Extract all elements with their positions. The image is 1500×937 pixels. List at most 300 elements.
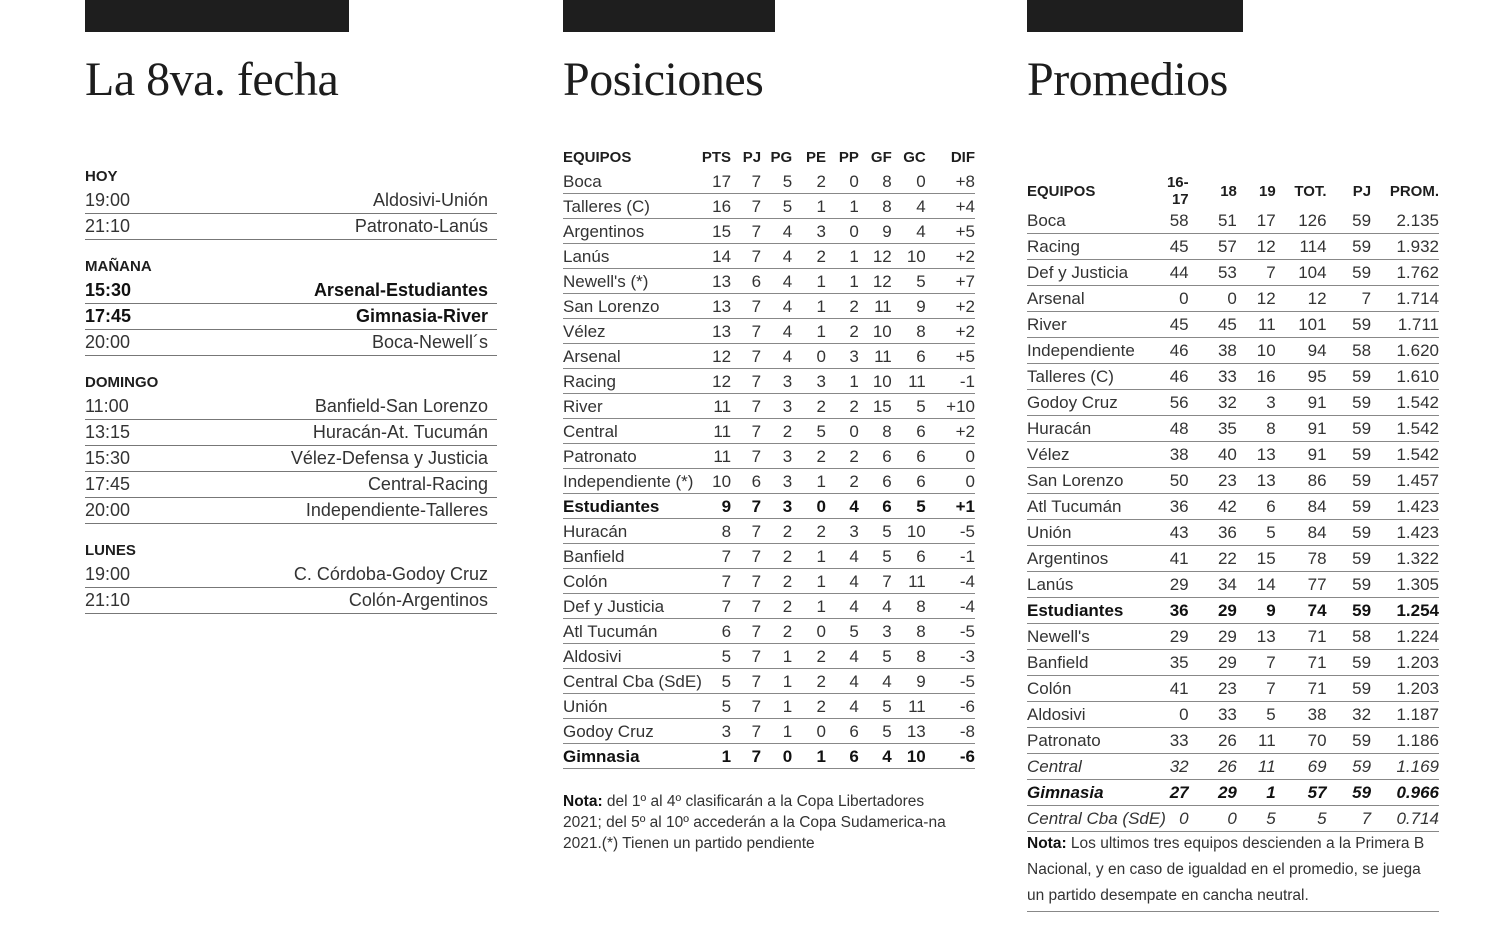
stat-cell: 6 bbox=[826, 744, 859, 769]
stat-cell: 7 bbox=[731, 594, 761, 619]
stat-cell: 6 bbox=[892, 469, 926, 494]
stat-cell: 7 bbox=[731, 344, 761, 369]
standings-section bbox=[563, 0, 975, 852]
stat-cell: 1 bbox=[792, 544, 826, 569]
stat-cell: 6 bbox=[892, 544, 926, 569]
stat-cell: 8 bbox=[859, 169, 892, 194]
stat-cell: 5 bbox=[761, 194, 792, 219]
stat-cell: 2 bbox=[792, 244, 826, 269]
stat-cell: 6 bbox=[731, 269, 761, 294]
stat-cell: 0 bbox=[761, 744, 792, 769]
team-name: Vélez bbox=[563, 319, 702, 344]
stat-cell: 3 bbox=[859, 619, 892, 644]
averages-row bbox=[1027, 234, 1439, 260]
standings-row bbox=[563, 419, 975, 444]
averages-row bbox=[1027, 806, 1439, 832]
stat-cell: 6 bbox=[859, 469, 892, 494]
standings-row bbox=[563, 594, 975, 619]
averages-row bbox=[1027, 416, 1439, 442]
stat-cell: 10 bbox=[892, 519, 926, 544]
stat-cell: 6 bbox=[1237, 494, 1276, 520]
stat-cell: 4 bbox=[859, 744, 892, 769]
stat-cell: 7 bbox=[731, 544, 761, 569]
stat-cell: 2 bbox=[761, 419, 792, 444]
note-text: del 1º al 4º clasificarán a la Copa Libertadores 2021; del 5º al 10º accederán a la Copa Sudamerica-na 2021.(*) Tienen un partido pendiente bbox=[563, 793, 946, 852]
stat-cell: 9 bbox=[859, 219, 892, 244]
match-row bbox=[85, 330, 497, 356]
stat-cell: 0 bbox=[1189, 806, 1237, 832]
stat-cell: 15 bbox=[1237, 546, 1276, 572]
stat-cell: 16 bbox=[702, 194, 731, 219]
averages-row bbox=[1027, 494, 1439, 520]
stat-cell: 59 bbox=[1327, 208, 1371, 234]
averages-row bbox=[1027, 572, 1439, 598]
stat-cell: 7 bbox=[1327, 806, 1371, 832]
team-name: Banfield bbox=[563, 544, 702, 569]
stat-cell: 11 bbox=[1237, 728, 1276, 754]
stat-cell: 6 bbox=[892, 419, 926, 444]
averages-note bbox=[1027, 831, 1439, 912]
column-header: EQUIPOS bbox=[1027, 182, 1096, 200]
stat-cell: 59 bbox=[1327, 312, 1371, 338]
stat-cell: 2 bbox=[761, 594, 792, 619]
stat-cell: 8 bbox=[859, 194, 892, 219]
match-row bbox=[85, 498, 497, 524]
stat-cell: 12 bbox=[859, 244, 892, 269]
standings-row bbox=[563, 469, 975, 494]
stat-cell: 7 bbox=[1327, 286, 1371, 312]
stat-cell: 0 bbox=[792, 344, 826, 369]
stat-cell: +8 bbox=[926, 169, 975, 194]
team-name: Newell's bbox=[1027, 624, 1167, 650]
stat-cell: 1.542 bbox=[1371, 390, 1439, 416]
stat-cell: 12 bbox=[859, 269, 892, 294]
stat-cell: 8 bbox=[702, 519, 731, 544]
stat-cell: 1 bbox=[792, 269, 826, 294]
stat-cell: 7 bbox=[731, 644, 761, 669]
stat-cell: -5 bbox=[926, 519, 975, 544]
stat-cell: 53 bbox=[1189, 260, 1237, 286]
stat-cell: 2 bbox=[761, 569, 792, 594]
stat-cell: 59 bbox=[1327, 494, 1371, 520]
team-name: Gimnasia bbox=[1027, 780, 1167, 806]
stat-cell: 1.186 bbox=[1371, 728, 1439, 754]
stat-cell: 5 bbox=[702, 644, 731, 669]
match-time: 20:00 bbox=[85, 500, 131, 520]
team-name: River bbox=[563, 394, 702, 419]
stat-cell: 13 bbox=[1237, 468, 1276, 494]
standings-row bbox=[563, 544, 975, 569]
stat-cell: 46 bbox=[1167, 364, 1189, 390]
stat-cell: 10 bbox=[892, 244, 926, 269]
stat-cell: 11 bbox=[892, 369, 926, 394]
stat-cell: 91 bbox=[1276, 416, 1327, 442]
stat-cell: 15 bbox=[859, 394, 892, 419]
stat-cell: 7 bbox=[731, 394, 761, 419]
stat-cell: 1 bbox=[792, 294, 826, 319]
stat-cell: 1 bbox=[792, 569, 826, 594]
stat-cell: 91 bbox=[1276, 390, 1327, 416]
averages-row bbox=[1027, 260, 1439, 286]
match-row bbox=[85, 278, 497, 304]
match-teams: Patronato-Lanús bbox=[354, 216, 488, 236]
stat-cell: 58 bbox=[1327, 338, 1371, 364]
stat-cell: 69 bbox=[1276, 754, 1327, 780]
stat-cell: 2 bbox=[792, 519, 826, 544]
stat-cell: 6 bbox=[859, 444, 892, 469]
stat-cell: 4 bbox=[826, 494, 859, 519]
stat-cell: 1.169 bbox=[1371, 754, 1439, 780]
stat-cell: 5 bbox=[892, 269, 926, 294]
match-teams: C. Córdoba-Godoy Cruz bbox=[293, 564, 488, 584]
averages-row bbox=[1027, 208, 1439, 234]
standings-row bbox=[563, 494, 975, 519]
standings-row bbox=[563, 394, 975, 419]
stat-cell: 56 bbox=[1167, 390, 1189, 416]
stat-cell: 11 bbox=[859, 294, 892, 319]
stat-cell: 29 bbox=[1189, 598, 1237, 624]
stat-cell: 57 bbox=[1189, 234, 1237, 260]
team-name: Huracán bbox=[563, 519, 702, 544]
stat-cell: 7 bbox=[731, 719, 761, 744]
team-name: Aldosivi bbox=[1027, 702, 1167, 728]
team-name: Patronato bbox=[1027, 728, 1167, 754]
team-name: Estudiantes bbox=[1027, 598, 1167, 624]
stat-cell: 8 bbox=[892, 594, 926, 619]
stat-cell: 0 bbox=[826, 169, 859, 194]
stat-cell: 1.322 bbox=[1371, 546, 1439, 572]
stat-cell: 59 bbox=[1327, 416, 1371, 442]
team-name: Central bbox=[1027, 754, 1167, 780]
team-name: Aldosivi bbox=[563, 644, 702, 669]
stat-cell: 10 bbox=[702, 469, 731, 494]
stat-cell: 2.135 bbox=[1371, 208, 1439, 234]
stat-cell: 1 bbox=[1237, 780, 1276, 806]
stat-cell: 1 bbox=[792, 469, 826, 494]
stat-cell: 59 bbox=[1327, 598, 1371, 624]
stat-cell: 0 bbox=[792, 719, 826, 744]
stat-cell: 7 bbox=[731, 294, 761, 319]
averages-row bbox=[1027, 520, 1439, 546]
stat-cell: -1 bbox=[926, 544, 975, 569]
match-time: 21:10 bbox=[85, 216, 131, 236]
match-teams: Independiente-Talleres bbox=[305, 500, 488, 520]
stat-cell: 12 bbox=[1237, 234, 1276, 260]
stat-cell: 38 bbox=[1189, 338, 1237, 364]
stat-cell: 12 bbox=[702, 369, 731, 394]
stat-cell: 7 bbox=[731, 744, 761, 769]
team-name: Arsenal bbox=[1027, 286, 1167, 312]
stat-cell: 71 bbox=[1276, 624, 1327, 650]
averages-table bbox=[1027, 174, 1439, 832]
stat-cell: 1 bbox=[792, 744, 826, 769]
stat-cell: 11 bbox=[892, 569, 926, 594]
stat-cell: 8 bbox=[859, 419, 892, 444]
stat-cell: 2 bbox=[826, 444, 859, 469]
stat-cell: 11 bbox=[892, 694, 926, 719]
stat-cell: 0 bbox=[1189, 286, 1237, 312]
column-header: GC bbox=[903, 148, 926, 166]
stat-cell: 4 bbox=[761, 269, 792, 294]
stat-cell: 5 bbox=[1237, 520, 1276, 546]
stat-cell: 11 bbox=[702, 444, 731, 469]
stat-cell: 5 bbox=[702, 669, 731, 694]
stat-cell: 5 bbox=[1237, 806, 1276, 832]
column-header: PJ bbox=[1352, 182, 1372, 200]
stat-cell: 59 bbox=[1327, 676, 1371, 702]
averages-row bbox=[1027, 754, 1439, 780]
stat-cell: 4 bbox=[826, 544, 859, 569]
team-name: Unión bbox=[563, 694, 702, 719]
stat-cell: 6 bbox=[731, 469, 761, 494]
stat-cell: 58 bbox=[1327, 624, 1371, 650]
team-name: Patronato bbox=[563, 444, 702, 469]
stat-cell: 7 bbox=[731, 319, 761, 344]
stat-cell: 2 bbox=[761, 544, 792, 569]
stat-cell: 7 bbox=[731, 369, 761, 394]
stat-cell: 8 bbox=[892, 644, 926, 669]
stat-cell: 58 bbox=[1167, 208, 1189, 234]
stat-cell: 1.610 bbox=[1371, 364, 1439, 390]
stat-cell: 7 bbox=[1237, 650, 1276, 676]
stat-cell: 46 bbox=[1167, 338, 1189, 364]
stat-cell: 3 bbox=[761, 494, 792, 519]
stat-cell: 59 bbox=[1327, 520, 1371, 546]
stat-cell: 86 bbox=[1276, 468, 1327, 494]
stat-cell: 5 bbox=[859, 519, 892, 544]
stat-cell: 13 bbox=[702, 294, 731, 319]
stat-cell: 17 bbox=[702, 169, 731, 194]
match-teams: Huracán-At. Tucumán bbox=[312, 422, 488, 442]
match-row bbox=[85, 420, 497, 446]
stat-cell: -6 bbox=[926, 694, 975, 719]
stat-cell: 3 bbox=[761, 369, 792, 394]
team-name: Vélez bbox=[1027, 442, 1167, 468]
match-time: 15:30 bbox=[85, 448, 131, 468]
stat-cell: 5 bbox=[859, 644, 892, 669]
stat-cell: 45 bbox=[1167, 234, 1189, 260]
stat-cell: 45 bbox=[1189, 312, 1237, 338]
stat-cell: 12 bbox=[1237, 286, 1276, 312]
stat-cell: 33 bbox=[1189, 702, 1237, 728]
stat-cell: +1 bbox=[926, 494, 975, 519]
stat-cell: 70 bbox=[1276, 728, 1327, 754]
stat-cell: 17 bbox=[1237, 208, 1276, 234]
averages-row bbox=[1027, 390, 1439, 416]
match-row bbox=[85, 304, 497, 330]
stat-cell: 14 bbox=[1237, 572, 1276, 598]
team-name: Central bbox=[563, 419, 702, 444]
averages-row bbox=[1027, 468, 1439, 494]
stat-cell: 4 bbox=[826, 594, 859, 619]
stat-cell: 1.254 bbox=[1371, 598, 1439, 624]
stat-cell: 1 bbox=[761, 719, 792, 744]
stat-cell: 35 bbox=[1167, 650, 1189, 676]
team-name: Colón bbox=[1027, 676, 1167, 702]
team-name: Colón bbox=[563, 569, 702, 594]
stat-cell: 9 bbox=[892, 294, 926, 319]
stat-cell: 40 bbox=[1189, 442, 1237, 468]
match-teams: Colón-Argentinos bbox=[348, 590, 488, 610]
stat-cell: 34 bbox=[1189, 572, 1237, 598]
stat-cell: 27 bbox=[1167, 780, 1189, 806]
stat-cell: +2 bbox=[926, 244, 975, 269]
match-row bbox=[85, 472, 497, 498]
stat-cell: 59 bbox=[1327, 260, 1371, 286]
averages-row bbox=[1027, 780, 1439, 806]
stat-cell: 2 bbox=[826, 394, 859, 419]
stat-cell: 4 bbox=[826, 694, 859, 719]
fixture-title: La 8va. fecha bbox=[85, 53, 339, 106]
column-header: PJ bbox=[742, 148, 762, 166]
team-name: Gimnasia bbox=[563, 744, 702, 769]
team-name: Central Cba (SdE) bbox=[1027, 806, 1167, 832]
stat-cell: 10 bbox=[1237, 338, 1276, 364]
stat-cell: 1.187 bbox=[1371, 702, 1439, 728]
stat-cell: 33 bbox=[1167, 728, 1189, 754]
stat-cell: -6 bbox=[926, 744, 975, 769]
averages-row bbox=[1027, 702, 1439, 728]
stat-cell: 1.714 bbox=[1371, 286, 1439, 312]
team-name: Godoy Cruz bbox=[563, 719, 702, 744]
stat-cell: 59 bbox=[1327, 780, 1371, 806]
match-row bbox=[85, 588, 497, 614]
stat-cell: 1 bbox=[702, 744, 731, 769]
fixture-list bbox=[85, 166, 497, 614]
note-text: Los ultimos tres equipos descienden a la Primera B Nacional, y en caso de igualdad en el promedio, se juega un partido desempate en cancha neutral. bbox=[1027, 835, 1425, 904]
column-header: PROM. bbox=[1389, 182, 1439, 200]
stat-cell: 101 bbox=[1276, 312, 1327, 338]
stat-cell: 32 bbox=[1327, 702, 1371, 728]
match-teams: Arsenal-Estudiantes bbox=[313, 280, 488, 300]
stat-cell: 0 bbox=[826, 219, 859, 244]
stat-cell: 3 bbox=[702, 719, 731, 744]
day-heading: HOY bbox=[85, 168, 118, 185]
stat-cell: 23 bbox=[1189, 468, 1237, 494]
stat-cell: 4 bbox=[892, 194, 926, 219]
stat-cell: +2 bbox=[926, 419, 975, 444]
stat-cell: 6 bbox=[702, 619, 731, 644]
column-header: 19 bbox=[1259, 182, 1276, 200]
stat-cell: 2 bbox=[792, 669, 826, 694]
stat-cell: 0 bbox=[1167, 286, 1189, 312]
stat-cell: 4 bbox=[826, 644, 859, 669]
standings-row bbox=[563, 569, 975, 594]
stat-cell: 2 bbox=[792, 394, 826, 419]
stat-cell: 7 bbox=[731, 519, 761, 544]
stat-cell: 7 bbox=[731, 194, 761, 219]
stat-cell: 4 bbox=[826, 669, 859, 694]
stat-cell: 78 bbox=[1276, 546, 1327, 572]
stat-cell: 71 bbox=[1276, 650, 1327, 676]
stat-cell: 11 bbox=[1237, 754, 1276, 780]
stat-cell: 5 bbox=[892, 394, 926, 419]
standings-note bbox=[563, 791, 963, 854]
stat-cell: 2 bbox=[792, 444, 826, 469]
stat-cell: 5 bbox=[892, 494, 926, 519]
stat-cell: 13 bbox=[1237, 442, 1276, 468]
column-header: 16-17 bbox=[1166, 174, 1189, 208]
stat-cell: 3 bbox=[826, 519, 859, 544]
standings-row bbox=[563, 694, 975, 719]
stat-cell: 59 bbox=[1327, 728, 1371, 754]
match-time: 17:45 bbox=[85, 306, 132, 326]
team-name: Def y Justicia bbox=[1027, 260, 1167, 286]
stat-cell: 5 bbox=[1237, 702, 1276, 728]
note-label: Nota: bbox=[563, 793, 603, 810]
standings-row bbox=[563, 444, 975, 469]
stat-cell: 4 bbox=[826, 569, 859, 594]
stat-cell: 13 bbox=[702, 319, 731, 344]
stat-cell: 42 bbox=[1189, 494, 1237, 520]
team-name: River bbox=[1027, 312, 1167, 338]
stat-cell: 1 bbox=[826, 269, 859, 294]
stat-cell: 6 bbox=[826, 719, 859, 744]
standings-row bbox=[563, 344, 975, 369]
stat-cell: 9 bbox=[892, 669, 926, 694]
stat-cell: 1.423 bbox=[1371, 494, 1439, 520]
standings-row bbox=[563, 644, 975, 669]
stat-cell: 36 bbox=[1189, 520, 1237, 546]
match-time: 13:15 bbox=[85, 422, 131, 442]
match-time: 17:45 bbox=[85, 474, 131, 494]
day-heading: LUNES bbox=[85, 542, 136, 559]
stat-cell: +4 bbox=[926, 194, 975, 219]
stat-cell: 1.542 bbox=[1371, 442, 1439, 468]
stat-cell: +2 bbox=[926, 294, 975, 319]
stat-cell: 15 bbox=[702, 219, 731, 244]
stat-cell: 36 bbox=[1167, 598, 1189, 624]
averages-row bbox=[1027, 338, 1439, 364]
averages-row bbox=[1027, 728, 1439, 754]
stat-cell: 29 bbox=[1167, 624, 1189, 650]
stat-cell: 13 bbox=[892, 719, 926, 744]
stat-cell: 51 bbox=[1189, 208, 1237, 234]
match-teams: Central-Racing bbox=[367, 474, 488, 494]
stat-cell: 59 bbox=[1327, 754, 1371, 780]
standings-title: Posiciones bbox=[563, 53, 764, 106]
stat-cell: 84 bbox=[1276, 520, 1327, 546]
standings-row bbox=[563, 169, 975, 194]
stat-cell: 41 bbox=[1167, 676, 1189, 702]
match-teams: Gimnasia-River bbox=[355, 306, 488, 326]
team-name: Racing bbox=[1027, 234, 1167, 260]
averages-row bbox=[1027, 546, 1439, 572]
stat-cell: 11 bbox=[859, 344, 892, 369]
team-name: Arsenal bbox=[563, 344, 702, 369]
column-header: GF bbox=[870, 148, 892, 166]
stat-cell: 7 bbox=[731, 219, 761, 244]
stat-cell: 11 bbox=[702, 419, 731, 444]
stat-cell: 1 bbox=[826, 244, 859, 269]
stat-cell: 7 bbox=[731, 494, 761, 519]
day-heading: DOMINGO bbox=[85, 374, 159, 391]
column-header: 18 bbox=[1220, 182, 1237, 200]
standings-row bbox=[563, 219, 975, 244]
stat-cell: 3 bbox=[1237, 390, 1276, 416]
standings-row bbox=[563, 369, 975, 394]
stat-cell: 2 bbox=[761, 619, 792, 644]
stat-cell: 1.203 bbox=[1371, 676, 1439, 702]
stat-cell: 0 bbox=[926, 444, 975, 469]
team-name: Central Cba (SdE) bbox=[563, 669, 702, 694]
stat-cell: 7 bbox=[731, 694, 761, 719]
team-name: Lanús bbox=[563, 244, 702, 269]
stat-cell: 26 bbox=[1189, 754, 1237, 780]
stat-cell: 84 bbox=[1276, 494, 1327, 520]
stat-cell: 0 bbox=[792, 494, 826, 519]
standings-row bbox=[563, 719, 975, 744]
